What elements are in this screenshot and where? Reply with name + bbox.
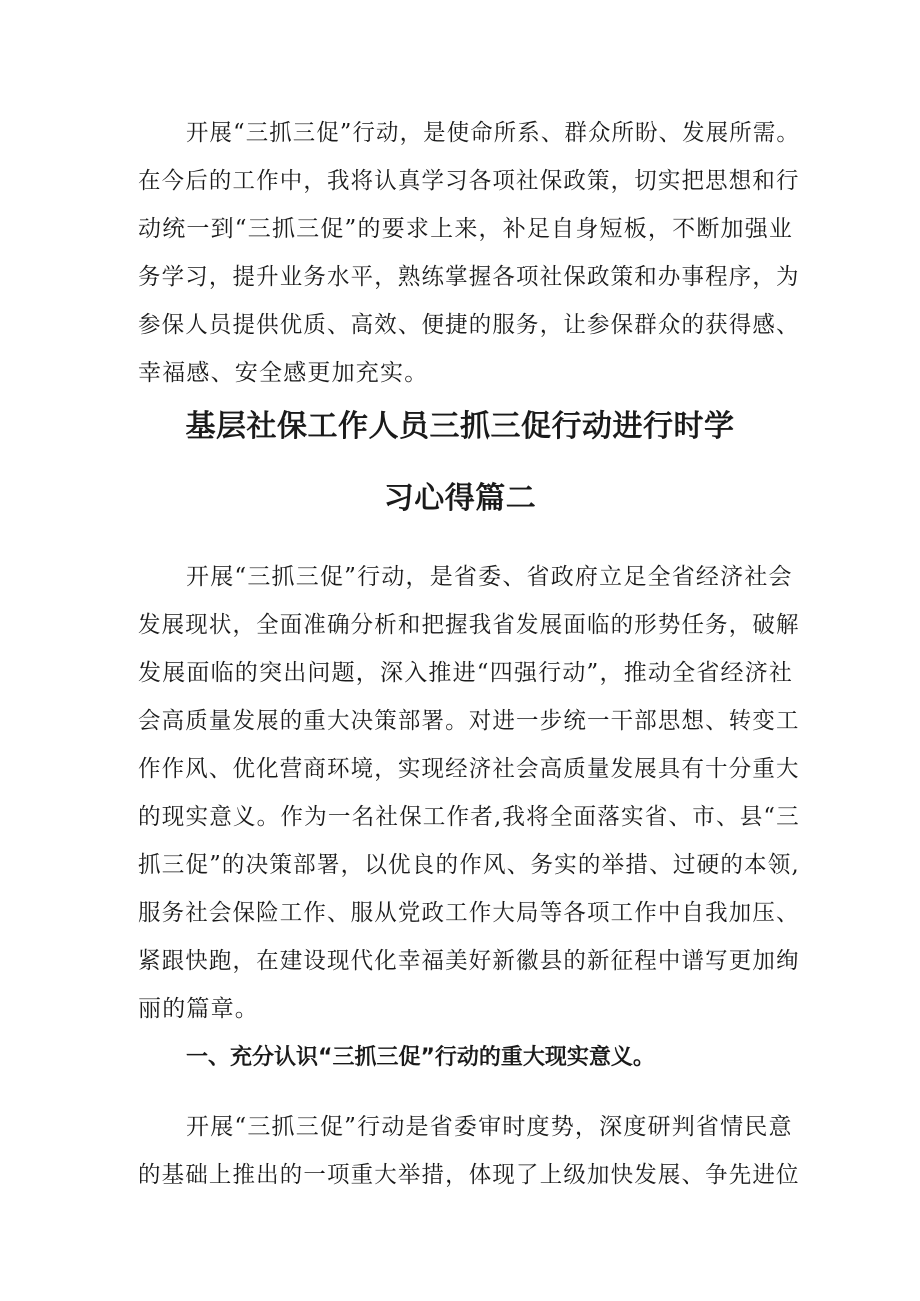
section-1-line-1: 开展“三抓三促”行动是省委审时度势，深度研判省情民意 bbox=[186, 1114, 793, 1140]
paragraph-2-line-8: 服务社会保险工作、服从党政工作大局等各项工作中自我加压、 bbox=[138, 900, 800, 926]
paragraph-2-line-4: 会高质量发展的重大决策部署。对进一步统一干部思想、转变工 bbox=[138, 708, 800, 734]
section-1-line-2: 的基础上推出的一项重大举措，体现了上级加快发展、争先进位 bbox=[138, 1162, 800, 1188]
paragraph-1-line-3: 动统一到“三抓三促”的要求上来，补足自身短板，不断加强业 bbox=[138, 216, 794, 242]
paragraph-1-line-4: 务学习，提升业务水平，熟练掌握各项社保政策和办事程序，为 bbox=[138, 264, 800, 290]
article-title-line-1: 基层社保工作人员三抓三促行动进行时学 bbox=[185, 409, 735, 444]
paragraph-2-line-3: 发展面临的突出问题，深入推进“四强行动”，推动全省经济社 bbox=[138, 660, 794, 686]
paragraph-1-line-6: 幸福感、安全感更加充实。 bbox=[138, 360, 429, 386]
paragraph-1-line-2: 在今后的工作中，我将认真学习各项社保政策，切实把思想和行 bbox=[138, 168, 800, 194]
paragraph-2-line-7: 抓三促”的决策部署，以优良的作风、务实的举措、过硬的本领, bbox=[138, 852, 800, 878]
article-title-line-2: 习心得篇二 bbox=[383, 481, 537, 516]
paragraph-2-line-5: 作作风、优化营商环境，实现经济社会高质量发展具有十分重大 bbox=[138, 756, 800, 782]
paragraph-2-line-10: 丽的篇章。 bbox=[138, 996, 259, 1022]
section-1-heading: 一、充分认识“三抓三促”行动的重大现实意义。 bbox=[186, 1045, 655, 1070]
paragraph-2-line-2: 发展现状，全面准确分析和把握我省发展面临的形势任务，破解 bbox=[138, 612, 800, 638]
paragraph-2-line-1: 开展“三抓三促”行动，是省委、省政府立足全省经济社会 bbox=[186, 564, 793, 590]
paragraph-2-line-9: 紧跟快跑，在建设现代化幸福美好新徽县的新征程中谱写更加绚 bbox=[138, 948, 800, 974]
paragraph-1-line-5: 参保人员提供优质、高效、便捷的服务，让参保群众的获得感、 bbox=[138, 312, 800, 338]
paragraph-2-line-6: 的现实意义。作为一名社保工作者,我将全面落实省、市、县“三 bbox=[138, 804, 800, 830]
paragraph-1-line-1: 开展“三抓三促”行动，是使命所系、群众所盼、发展所需。 bbox=[186, 120, 800, 146]
